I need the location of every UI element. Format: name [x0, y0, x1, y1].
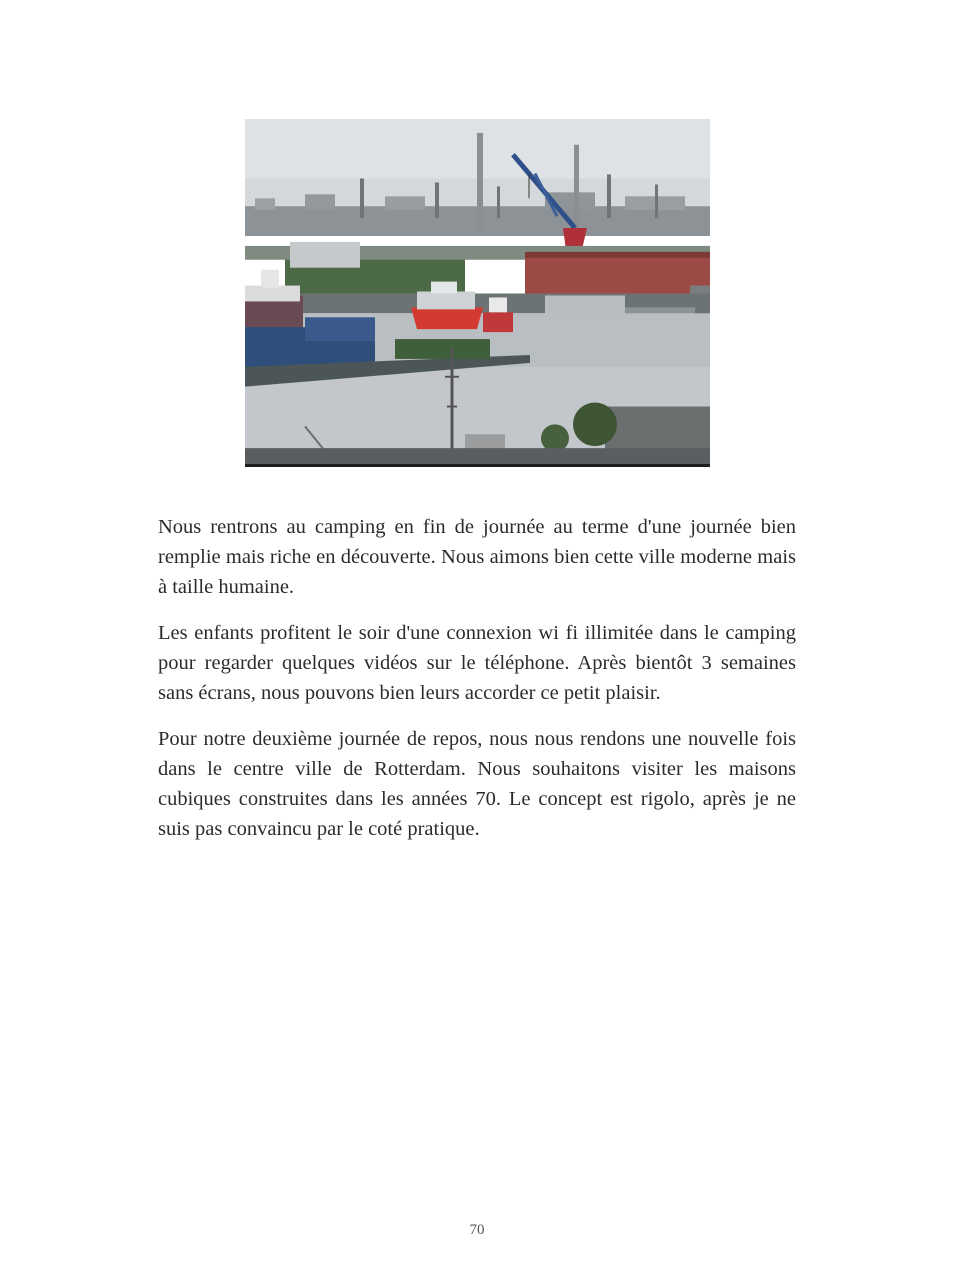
harbour-photo [245, 119, 710, 467]
paragraph: Les enfants profitent le soir d'une connexion wi fi illimitée dans le camping pour regarder quelques vidéos sur le téléphone. Après bientôt 3 semaines sans écrans, nous pouvons bien leurs accorder ce petit plaisir. [158, 622, 796, 704]
paragraph: Pour notre deuxième journée de repos, nous nous rendons une nouvelle fois dans le centre ville de Rotterdam. Nous souhaitons visiter les maisons cubiques construites dans les années 70. Le concept est rigolo, après je ne suis pas convaincu par le coté pratique. [158, 728, 796, 840]
body-text [158, 512, 796, 860]
paragraph: Nous rentrons au camping en fin de journée au terme d'une journée bien remplie mais riche en découverte. Nous aimons bien cette ville moderne mais à taille humaine. [158, 516, 796, 598]
page-number: 70 [469, 1222, 485, 1238]
